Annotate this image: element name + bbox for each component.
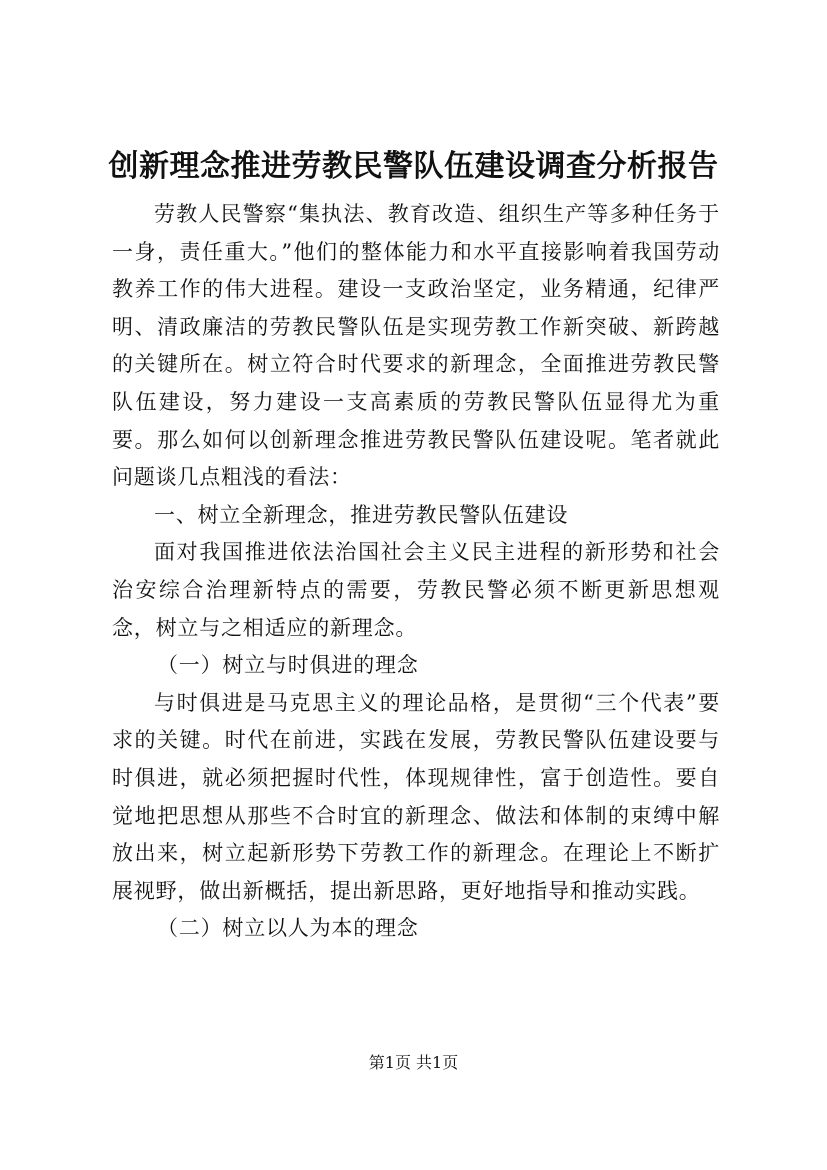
subsection-heading-2: （二）树立以人为本的理念 (157, 916, 419, 941)
intro-paragraph: 劳教人民警察“集执法、教育改造、组织生产等多种任务于一身，责任重大。”他们的整体能力和水平直接影响着我国劳动教养工作的伟大进程。建设一支政治坚定，业务精通，纪律严明、清政廉洁的劳教民警队伍是实现劳教工作新突破、新跨越的关键所在。树立符合时代要求的新理念，全面推进劳教民警队伍建设，努力建设一支高素质的劳教民警队伍显得尤为重要。那么如何以创新理念推进劳教民警队伍建设呢。笔者就此问题谈几点粗浅的看法： (112, 202, 720, 490)
page-footer: 第1页 共1页 (368, 1053, 459, 1072)
document-title: 创新理念推进劳教民警队伍建设调查分析报告 (108, 149, 719, 184)
document-body (112, 196, 720, 948)
section-1-paragraph: 面对我国推进依法治国社会主义民主进程的新形势和社会治安综合治理新特点的需要，劳教民警必须不断更新思想观念，树立与之相适应的新理念。 (112, 540, 720, 640)
subsection-1-paragraph: 与时俱进是马克思主义的理论品格，是贯彻“三个代表”要求的关键。时代在前进，实践在发展，劳教民警队伍建设要与时俱进，就必须把握时代性，体现规律性，富于创造性。要自觉地把思想从那些不合时宜的新理念、做法和体制的束缚中解放出来，树立起新形势下劳教工作的新理念。在理论上不断扩展视野，做出新概括，提出新思路，更好地指导和推动实践。 (112, 690, 720, 903)
section-heading-1: 一、树立全新理念，推进劳教民警队伍建设 (154, 502, 569, 527)
subsection-heading-1: （一）树立与时俱进的理念 (157, 653, 419, 678)
